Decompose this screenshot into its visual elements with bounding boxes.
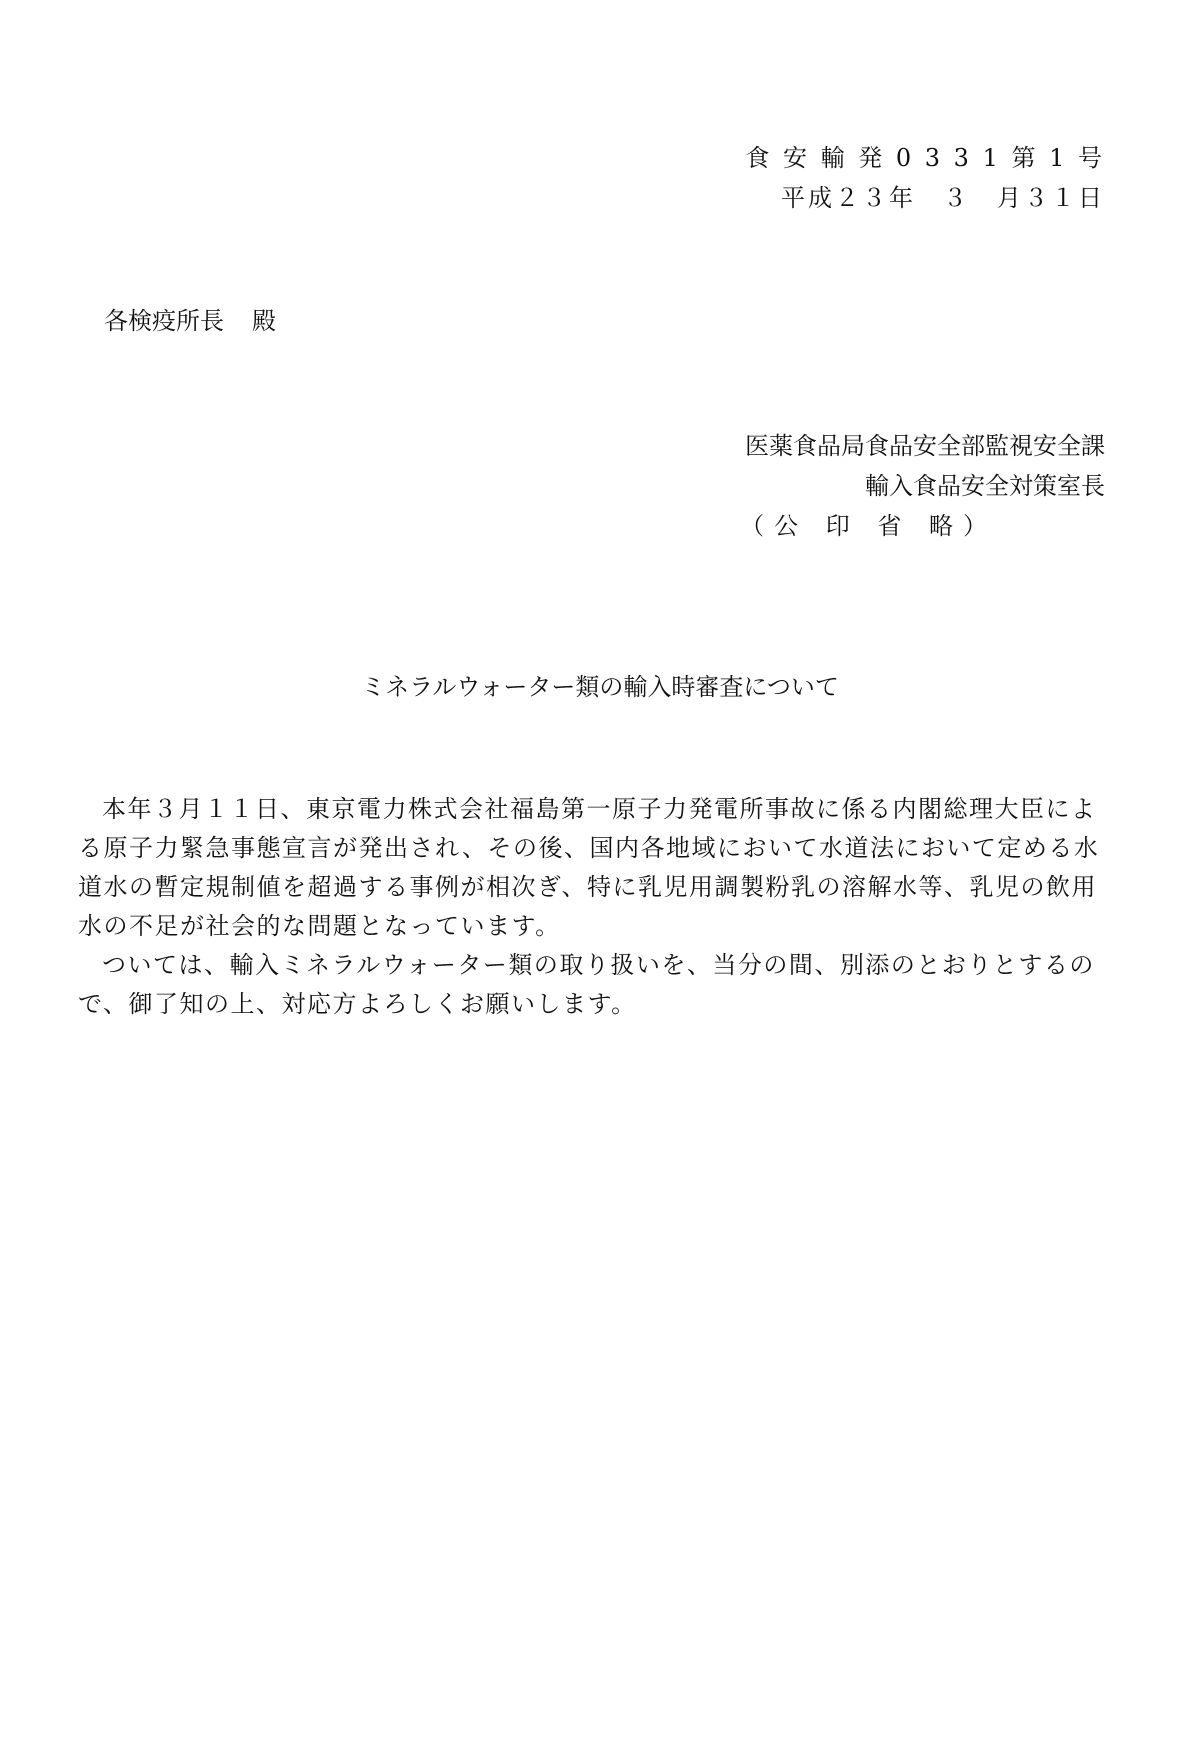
document-subject: ミネラルウォーター類の輸入時審査について — [361, 673, 839, 701]
recipient-line — [104, 306, 276, 336]
document-number: 食 安 輸 発 0 3 3 1 第 1 号 — [745, 144, 1105, 172]
document-header — [745, 138, 1105, 218]
sender-block — [740, 426, 1105, 546]
sender-title: 輸入食品安全対策室長 — [865, 472, 1105, 500]
document-date: 平成２３年 ３ 月３１日 — [781, 184, 1105, 212]
recipient-honorific: 殿 — [252, 307, 276, 335]
body-paragraph: ついては、輸入ミネラルウォーター類の取り扱いを、当分の間、別添のとおりとするので、御了知の上、対応方よろしくお願いします。 — [78, 951, 1095, 1018]
seal-omitted-note: （公 印 省 略） — [740, 512, 997, 540]
document-body — [78, 790, 1110, 1024]
body-paragraph: 本年３月１１日、東京電力株式会社福島第一原子力発電所事故に係る内閣総理大臣による原子力緊急事態宣言が発出され、その後、国内各地域において水道法において定める水道水の暫定規制値を超過する事例が相次ぎ、特に乳児用調製粉乳の溶解水等、乳児の飲用水の不足が社会的な問題となっています。 — [78, 795, 1100, 940]
sender-department: 医薬食品局食品安全部監視安全課 — [745, 432, 1105, 460]
recipient-name: 各検疫所長 — [104, 307, 224, 335]
